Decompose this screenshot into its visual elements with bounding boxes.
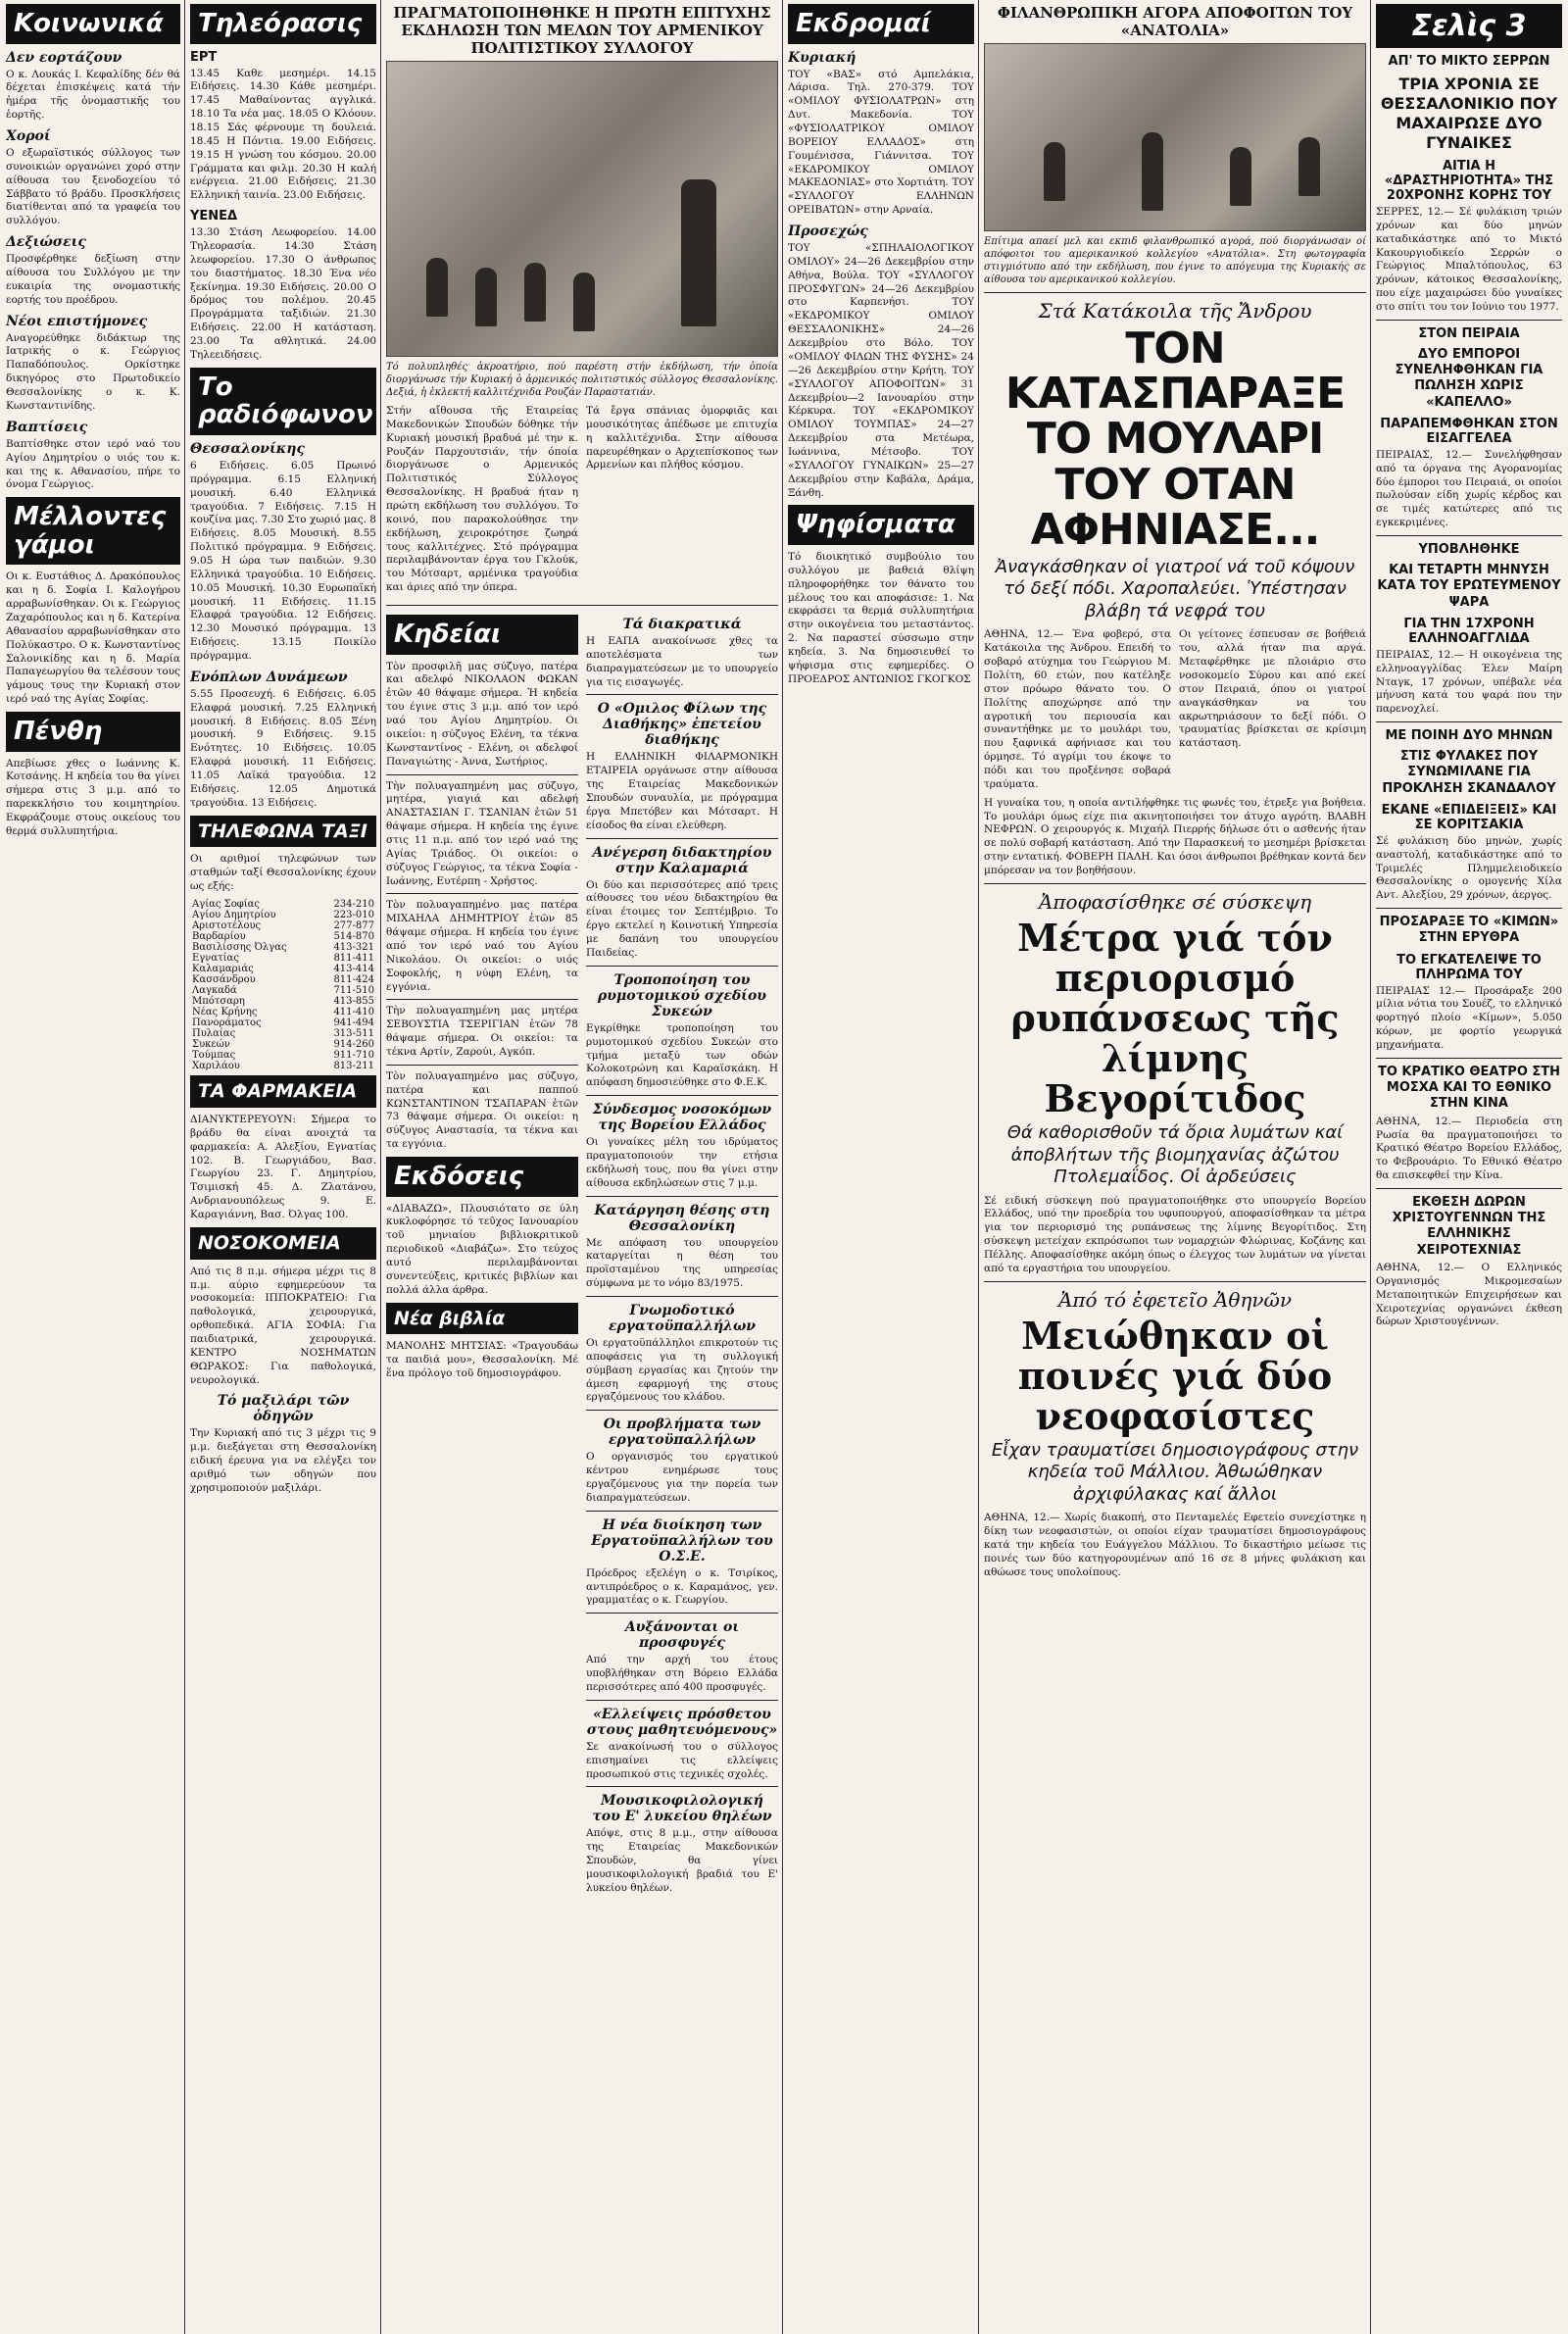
paragraph: Ο οργανισμός του εργατικού κέντρου ενημέρωσε τους εργαζόμενους για την πορεία των διαπραγματεύσεων. xyxy=(586,1451,778,1504)
article-headline: ΔΥΟ ΕΜΠΟΡΟΙ ΣΥΝΕΛΗΦΘΗΚΑΝ ΓΙΑ ΠΩΛΗΣΗ ΧΩΡΙΣ «ΚΑΠΕΛΛΟ» xyxy=(1395,346,1544,410)
section-header-pharmacies: ΤΑ ΦΑΡΜΑΚΕΙΑ xyxy=(190,1075,376,1108)
taxi-phone-number: 277-877 xyxy=(333,920,374,932)
paragraph: ΑΘΗΝΑ, 12.— Χωρίς διακοπή, στο Πενταμελές Εφετείο συνεχίστηκε η δίκη των νεοφασιστών, οι οποίοι είχαν τραυματίσει δημοσιογράφους κατά την κηδεία του Ευάγγελου Μάλλιου. Το δικαστήριο μείωσε τις ποινές των δύο κατηγορουμένων από 16 σε 8 μήνες φυλάκιση και αθώωσε τους υπολοίπους. xyxy=(984,1512,1366,1578)
subhead: Τροποποίηση του ρυμοτομικού σχεδίου Συκεών xyxy=(597,971,766,1019)
paragraph: «ΔΙΑΒΑΖΩ», Πλουσιότατο σε ύλη κυκλοφόρησε τό τεῦχος Ιανουαρίου τοῦ μηνιαίου βιβλιοκριτικοῦ περιοδικοῦ «Διαβάζω». Στο τεύχος αυτό περιλαμβάνονται συνεντεύξεις, κριτικές βιβλίων και πολλά άλλα άρθρα. xyxy=(386,1202,578,1296)
taxi-phone-number: 811-424 xyxy=(333,974,374,986)
taxi-station-name: Νέας Κρήνης xyxy=(192,1007,258,1018)
subhead: ΕΚΑΝΕ «ΕΠΙΔΕΙΞΕΙΣ» ΚΑΙ ΣΕ ΚΟΡΙΤΣΑΚΙΑ xyxy=(1381,802,1557,832)
taxi-phone-row xyxy=(190,1050,376,1061)
funeral-notice: Τὴν πολυαγαπημένη μας σύζυγο, μητέρα, γιαγιά και αδελφή ΑΝΑΣΤΑΣΙΑΝ Γ. ΤΣΑΝΙΑΝ ἐτῶν 51 θάψαμε σήμερα. Η κηδεία της έγινε στις 11 π.μ. από τον ιερό ναό της Αγίας Τριάδος. Οι οικείοι: ο σύζυγος Γεώργιος, τα τέκνα Σοφία - Ιωάννης, Ευτέρπη - Χρήστος. xyxy=(386,779,578,887)
subhead: Κατάργηση θέσης στη Θεσσαλονίκη xyxy=(594,1202,770,1234)
paragraph: ΤΟΥ «ΣΠΗΛΑΙΟΛΟΓΙΚΟΥ ΟΜΙΛΟΥ» 24—26 Δεκεμβρίου στην Αθήνα, Βούλα. ΤΟΥ «ΣΥΛΛΟΓΟΥ ΠΡΟΣΦΥΓΩΝ» 24—26 Δεκεμβρίου στο Καρπενήσι. ΤΟΥ «ΕΚΔΡΟΜΙΚΟΥ ΟΜΙΛΟΥ ΘΕΣΣΑΛΟΝΙΚΗΣ» 24—26 Δεκεμβρίου στο Βόλο. ΤΟΥ «ΟΜΙΛΟΥ ΦΙΛΩΝ ΤΗΣ ΦΥΣΗΣ» 24—26 Δεκεμβρίου στην Κρήτη. ΤΟΥ «ΣΥΛΛΟΓΟΥ ΑΠΟΦΟΙΤΩΝ» 31 Δεκεμβρίου—2 Ιανουαρίου στην Κέρκυρα. ΤΟΥ «ΕΚΔΡΟΜΙΚΟΥ ΟΜΙΛΟΥ ΤΟΥΜΠΑΣ» 24—27 Δεκεμβρίου στα Μετέωρα, Ιωάννινα, Μέτσοβο. ΤΟΥ «ΣΥΛΛΟΓΟΥ ΓΥΝΑΙΚΩΝ» 25—27 Δεκεμβρίου στην Καβάλα, Δράμα, Ξάνθη. xyxy=(788,242,974,499)
column-tv-radio xyxy=(190,0,376,2334)
taxi-phone-row xyxy=(190,899,376,910)
paragraph: ΑΘΗΝΑ, 12.— Ο Ελληνικός Οργανισμός Μικρομεσαίων Μεταποιητικών Επιχειρήσεων και Χειροτεχνίας οργανώνει έκθεση δώρων Χριστουγέννων. xyxy=(1376,1261,1562,1328)
paragraph: Ο κ. Λουκάς Ι. Κεφαλίδης δέν θά δέχεται ἐπισκέψεις κατά τήν ἡμέρα τῆς ὀνομαστικῆς του ἑορτῆς. xyxy=(6,68,180,122)
paragraph: Οι γείτονες έσπευσαν σε βοήθειά του, αλλά ήταν πια αργά. Μεταφέρθηκε με πλοιάριο στο νοσοκομείο Σύρου και από εκεί στον Πειραιά, όπου οι γιατροί αναγκάσθηκαν να του ακρωτηριάσουν το δεξί πόδι. Ο τραυματίας βρίσκεται σε κρίσιμη κατάσταση. xyxy=(1179,628,1366,750)
section-header-publications: Εκδόσεις xyxy=(386,1157,578,1197)
subhead: Βαπτίσεις xyxy=(6,419,88,435)
funeral-notice: Τὸν πολυαγαπημένο μας σύζυγο, πατέρα και παππού ΚΩΝΣΤΑΝΤΙΝΟΝ ΤΣΑΠΑΡΑΝ ἐτῶν 73 θάψαμε σήμερα. Οι οικείοι: η σύζυγος Αναστασία, τα τέκνα και τα εγγόνια. xyxy=(386,1069,578,1151)
paragraph: Βαπτίσθηκε στον ιερό ναό του Αγίου Δημητρίου ο υιός του κ. και της κ. Αθανασίου, πήρε το όνομα Γεώργιος. xyxy=(6,437,180,491)
subhead: Κυριακή xyxy=(788,49,857,66)
taxi-station-name: Τούμπας xyxy=(192,1050,236,1062)
taxi-station-name: Βαρδαρίου xyxy=(192,931,246,943)
section-header-mourning: Πένθη xyxy=(6,712,180,752)
paragraph: Οι κ. Ευστάθιος Δ. Δρακόπουλος και η δ. Σοφία Ι. Καλογήρου αρραβωνίσθηκαν. Οι κ. Γεώργιος Ζαχαρόπουλος και η δ. Κατερίνα Αθανασίου αρραβωνίσθηκαν στο Πολύκαστρο. Ο κ. Κωνσταντίνος Σαλονικίδης και η δ. Μαρία Παπαγεωργίου θα τελέσουν τους γάμους τους την Κυριακή στον ιερό ναό της Αγίας Σοφίας. xyxy=(6,571,180,706)
subhead: Αυξάνονται οι προσφυγές xyxy=(624,1619,740,1652)
subhead: ΑΙΤΙΑ Η «ΔΡΑΣΤΗΡΙΟΤΗΤΑ» ΤΗΣ 20ΧΡΟΝΗΣ ΚΟΡΗΣ ΤΟΥ xyxy=(1384,159,1554,203)
column-divider xyxy=(184,0,185,2334)
taxi-station-name: Συκεών xyxy=(192,1039,230,1051)
paragraph: ΔΙΑΝΥΚΤΕΡΕΥΟΥΝ: Σήμερα το βράδυ θα είναι ανοιχτά τα φαρμακεία: Α. Αλεξίου, Εγνατίας 102. Β. Γεωργιάδου, Βασ. Γεωργίου 23. Γ. Δημητρίου, Τσιμισκή 45. Δ. Ζλατάνου, Ανδριανουπόλεως 9. Ε. Καραγιάννη, Βασ. Όλγας 100. xyxy=(190,1113,376,1220)
taxi-station-name: Μπότσαρη xyxy=(192,996,245,1008)
subhead: ΕΡΤ xyxy=(190,49,218,65)
taxi-phone-number: 413-414 xyxy=(333,964,374,975)
article-headline: Μειώθηκαν οἱ ποινές γιά δύο νεοφασίστες xyxy=(1017,1313,1333,1438)
article-headline: ΠΡΟΣΑΡΑΞΕ ΤΟ «ΚΙΜΩΝ» ΣΤΗΝ ΕΡΥΘΡΑ xyxy=(1379,915,1559,946)
article-deck: Ἀναγκάσθηκαν οἱ γιατροί νά τοῦ κόψουν τό δεξί πόδι. Χαροπαλεύει. Ὑπέστησαν βλάβη τά νεφρά του xyxy=(995,556,1355,621)
taxi-station-name: Αγίας Σοφίας xyxy=(192,899,261,911)
paragraph: 6 Ειδήσεις. 6.05 Πρωινό πρόγραμμα. 6.15 Ελληνική μουσική. 6.40 Ελληνικά τραγούδια. 7 Ειδήσεις. 7.15 Η κουζίνα μας. 7.30 Στο χωριό μας. 8 Ειδήσεις. 8.05 Μουσική. 8.55 Πολιτικό πρόγραμμα. 9 Ειδήσεις. 9.05 Η ώρα των παιδιών. 9.30 Ελληνικά τραγούδια. 10 Ειδήσεις. 10.05 Μουσική. 10.30 Ευρωπαϊκή μουσική. 11 Ειδήσεις. 11.15 Ελαφρά τραγούδια. 12 Ειδήσεις. 12.30 Μουσικό πρόγραμμα. 13 Ειδήσεις. 13.15 Ποικίλο πρόγραμμα. xyxy=(190,459,376,662)
taxi-phone-number: 411-410 xyxy=(333,1007,374,1018)
photo-caption: Επίτιμα απαεί μελ και εκπιδ φιλανθρωπικό αγορά, πού διοργάνωσαν οί απόφοιτοι του αμερικανικού κολλεγίου «Ανατόλια». Στη φωτογραφία στιγμιότυπο από την εκδήλωση, που έγινε το απόγευμα της Κυριακής σε αίθουσα του αμερικανικού κολλεγίου. xyxy=(984,236,1366,285)
taxi-station-name: Χαριλάου xyxy=(192,1061,240,1072)
paragraph: Η ΕΑΠΑ ανακοίνωσε χθες τα αποτελέσματα των διαπραγματεύσεων με το υπουργείο για τις εισαγωγές. xyxy=(586,635,778,688)
paragraph: Η ΕΛΛΗΝΙΚΗ ΦΙΛΑΡΜΟΝΙΚΗ ΕΤΑΙΡΕΙΑ οργάνωσε στην αίθουσα της Εταιρείας Μακεδονικών Σπουδών συναυλία, με πρόγραμμα έργα Μπετόβεν και Μότσαρτ. Η είσοδος θα είναι ελεύθερη. xyxy=(586,751,778,831)
section-header-social: Κοινωνικά xyxy=(6,4,180,44)
taxi-phone-row xyxy=(190,964,376,974)
taxi-phone-row xyxy=(190,920,376,931)
subhead: Δεν εορτάζουν xyxy=(6,49,122,66)
taxi-phone-number: 941-494 xyxy=(333,1018,374,1029)
taxi-station-name: Πυλαίας xyxy=(192,1028,236,1040)
subhead: Προσεχώς xyxy=(788,223,868,240)
paragraph: Οι εργατοϋπάλληλοι επικροτούν τις αποφάσεις για τη συλλογική σύμβαση εργασίας και ζητούν την άμεση εφαρμογή της στους εργαζόμενους του κλάδου. xyxy=(586,1336,778,1404)
taxi-phone-row xyxy=(190,1039,376,1050)
taxi-station-name: Εγνατίας xyxy=(192,953,239,965)
taxi-station-name: Κασσάνδρου xyxy=(192,974,256,986)
subhead: ΣΤΟΝ ΠΕΙΡΑΙΑ xyxy=(1418,325,1520,341)
section-header-tv: Τηλεόρασις xyxy=(190,4,376,44)
paragraph: Η γυναίκα του, η οποία αντιλήφθηκε τις φωνές του, έτρεξε για βοήθεια. Το μουλάρι όμως είχε πια ακινητοποιήσει τον άτυχο αγρότη. ΒΛΑΒΗ ΝΕΦΡΩΝ. Ο χειρουργός κ. Μιχαήλ Πιερρής δήλωσε ότι ο ασθενής ήταν σε πολύ σοβαρή κατάσταση. Από την Παρασκευή το μεσημέρι βρίσκεται στην εντατική. ΦΟΒΕΡΗ ΠΑΛΗ. Και όσοι άνθρωποι βρέθηκαν κοντά δεν μπόρεσαν να τον βοηθήσουν. xyxy=(984,796,1366,877)
taxi-phone-row xyxy=(190,985,376,996)
subhead: Ο «Ομιλος Φίλων της Διαθήκης» ἐπετείου διαθήκης xyxy=(597,701,767,749)
paragraph: Οι δύο και περισσότερες από τρεις αίθουσες του νέου διδακτηρίου θα είναι έτοιμες τον Σεπτέμβριο. Το έργο εκτελεί η Κοινοτική Υπηρεσία με δαπάνη του υπουργείου Παιδείας. xyxy=(586,878,778,959)
paragraph: Οι γυναίκες μέλη του ιδρύματος πραγματοποιούν την ετήσια εκδήλωσή τους, που θα γίνει στην αίθουσα εκδηλώσεων στις 7 μ.μ. xyxy=(586,1136,778,1189)
article-headline: ΣΤΙΣ ΦΥΛΑΚΕΣ ΠΟΥ ΣΥΝΩΜΙΛΑΝΕ ΓΙΑ ΠΡΟΚΛΗΣΗ ΣΚΑΝΔΑΛΟΥ xyxy=(1382,749,1556,796)
subhead: ΠΑΡΑΠΕΜΦΘΗΚΑΝ ΣΤΟΝ ΕΙΣΑΓΓΕΛΕΑ xyxy=(1380,416,1558,446)
taxi-station-name: Αριστοτέλους xyxy=(192,920,262,932)
column-main-news xyxy=(984,0,1366,2334)
taxi-phone-row xyxy=(190,1018,376,1028)
subhead: ΤΟ ΕΓΚΑΤΕΛΕΙΨΕ ΤΟ ΠΛΗΡΩΜΑ ΤΟΥ xyxy=(1396,952,1542,982)
section-header-resolutions: Ψηφίσματα xyxy=(788,505,974,545)
article-headline: ΤΟ ΚΡΑΤΙΚΟ ΘΕΑΤΡΟ ΣΤΗ ΜΟΣΧΑ ΚΑΙ ΤΟ ΕΘΝΙΚΟ ΣΤΗΝ ΚΙΝΑ xyxy=(1377,1064,1561,1112)
taxi-phone-number: 813-211 xyxy=(333,1061,374,1072)
column-divider xyxy=(978,0,979,2334)
taxi-phone-number: 223-010 xyxy=(333,910,374,921)
paragraph: ΤΟΥ «ΒΑΣ» στό Αμπελάκια, Λάρισα. Τηλ. 270-379. ΤΟΥ «ΟΜΙΛΟΥ ΦΥΣΙΟΛΑΤΡΩΝ» στη Δυτ. Μακεδονία. ΤΟΥ «ΦΥΣΙΟΛΑΤΡΙΚΟΥ ΟΜΙΛΟΥ ΒΟΡΕΙΟΥ ΕΛΛΑΔΟΣ» στη Γουμένισσα, Γιάννιτσα. ΤΟΥ «ΕΚΔΡΟΜΙΚΟΥ ΟΜΙΛΟΥ ΜΑΚΕΔΟΝΙΑΣ» στο Χορτιάτη. ΤΟΥ «ΣΥΛΛΟΓΟΥ ΕΛΛΗΝΩΝ ΟΡΕΙΒΑΤΩΝ» στην Αρναία. xyxy=(788,68,974,217)
paragraph: Τά ἔργα σπάνιας ὀμορφιᾶς και μουσικότητας ἀπέδωσε με επιτυχία η καλλιτέχνιδα. Στην αίθουσα παρευρέθηκαν ο Αρχιεπίσκοπος των Αρμενίων και πλήθος κόσμου. xyxy=(586,405,778,472)
column-social xyxy=(6,0,180,2334)
subhead: Μουσικοφιλολογική του Ε' λυκείου θηλέων xyxy=(592,1793,772,1825)
taxi-phone-row xyxy=(190,942,376,953)
page-number-header: Σελὶς 3 xyxy=(1376,4,1562,48)
subhead: Η νέα διοίκηση των Εργατοϋπαλλήλων του Ο.Σ.Ε. xyxy=(591,1516,773,1564)
subhead: ΥΕΝΕΔ xyxy=(190,209,238,224)
taxi-station-name: Λαγκαδά xyxy=(192,985,237,997)
article-headline: ΚΑΙ ΤΕΤΑΡΤΗ ΜΗΝΥΣΗ ΚΑΤΑ ΤΟΥ ΕΡΩΤΕΥΜΕΝΟΥ ΨΑΡΑ xyxy=(1377,563,1561,610)
paragraph: Από τις 8 π.μ. σήμερα μέχρι τις 8 π.μ. αύριο εφημερεύουν τα νοσοκομεία: ΙΠΠΟΚΡΑΤΕΙΟ: Για παθολογικά, χειρουργικά, ορθοπεδικά. ΑΓΙΑ ΣΟΦΙΑ: Για παιδιατρικά, χειρουργικά. ΚΕΝΤΡΟ ΝΟΣΗΜΑΤΩΝ ΘΩΡΑΚΟΣ: Για παθολογικά, νευρολογικά. xyxy=(190,1265,376,1386)
subhead: Ανέγερση διδακτηρίου στην Καλαμαριά xyxy=(592,844,772,876)
taxi-phone-row xyxy=(190,974,376,985)
paragraph: Εγκρίθηκε τροποποίηση του ρυμοτομικού σχεδίου Συκεών στο τμήμα μεταξύ των οδών Κολοκοτρώνη και Καραϊσκάκη. Η απόφαση δημοσιεύθηκε στο Φ.Ε.Κ. xyxy=(586,1021,778,1089)
concert-photo xyxy=(386,61,778,357)
article-headline: ΕΚΘΕΣΗ ΔΩΡΩΝ ΧΡΙΣΤΟΥΓΕΝΝΩΝ ΤΗΣ ΕΛΛΗΝΙΚΗΣ ΧΕΙΡΟΤΕΧΝΙΑΣ xyxy=(1392,1194,1546,1258)
subhead: Δεξιώσεις xyxy=(6,234,86,251)
taxi-phone-row xyxy=(190,1028,376,1039)
column-armenian-funerals xyxy=(386,0,778,2334)
paragraph: Απεβίωσε χθες ο Ιωάννης Κ. Κοτσάνης. Η κηδεία του θα γίνει σήμερα στις 3 μ.μ. από το παρεκκλήσιο του κοιμητηρίου. Εκφράζουμε στους οικείους του θερμά συλλυπητήρια. xyxy=(6,757,180,837)
paragraph: 13.45 Καθε μεσημέρι. 14.15 Ειδήσεις. 14.30 Κάθε μεσημέρι. 17.45 Μαθαίνοντας αγγλικά. 18.10 Τα νέα μας. 18.05 Ο Κλόουν. 18.15 Σάς φέρνουμε τη δουλειά. 18.45 Η Πόντια. 19.00 Ειδήσεις. 19.15 Η γνώση του κόσμου. 20.00 Γράμματα και φιλμ. 20.30 Η καλή ενέργεια. 21.00 Ειδήσεις. 21.30 Ελληνική ταινία. 23.00 Ειδήσεις. xyxy=(190,67,376,202)
paragraph: ΣΕΡΡΕΣ, 12.— Σέ φυλάκιση τριών χρόνων και δύο μηνών καταδικάστηκε από το Μικτό Κακουργιοδικείο Σερρών ο Γεώργιος Μπαλτόπουλος, 63 χρόνων, κάτοικος Θεσσαλονίκης, που είχε μαχαιρώσει δύο γυναίκες στο σπίτι του τον Ιούνιο του 1977. xyxy=(1376,206,1562,314)
article-kicker: Ἀπό τό ἐφετεῖο Ἀθηνῶν xyxy=(1057,1287,1293,1312)
article-headline: ΠΡΑΓΜΑΤΟΠΟΙΗΘΗΚΕ Η ΠΡΩΤΗ ΕΠΙΤΥΧΗΣ ΕΚΔΗΛΩΣΗ ΤΩΝ ΜΕΛΩΝ ΤΟΥ ΑΡΜΕΝΙΚΟΥ ΠΟΛΙΤΙΣΤΙΚΟΥ ΣΥΛΛΟΓΟΥ xyxy=(393,4,771,57)
article-deck: Εἶχαν τραυματίσει δημοσιογράφους στην κηδεία τοῦ Μάλλιου. Ἀθωώθηκαν ἀρχιφύλακας καί ἄλλοι xyxy=(991,1439,1359,1505)
taxi-phone-row xyxy=(190,1007,376,1018)
paragraph: ΑΘΗΝΑ, 12.— Περιοδεία στη Ρωσία θα πραγματοποιήσει το Κρατικό Θέατρο Βορείου Ελλάδος, το Φεβρουάριο. Το Εθνικό Θέατρο θα επισκεφθεί την Κίνα. xyxy=(1376,1115,1562,1182)
taxi-phone-number: 413-321 xyxy=(333,942,374,954)
taxi-station-name: Αγίου Δημητρίου xyxy=(192,910,276,921)
taxi-station-name: Βασιλίσσης Όλγας xyxy=(192,942,287,954)
taxi-phone-number: 313-511 xyxy=(333,1028,374,1040)
paragraph: Ο εξωραϊστικός σύλλογος των συνοικιών οργανώνει χορό στην αίθουσα του ξενοδοχείου τό Σάββατο τό βράδυ. Προσκλήσεις διατίθενται από τα γραφεία του συλλόγου. xyxy=(6,147,180,227)
taxi-phone-number: 413-855 xyxy=(333,996,374,1008)
subhead: Σύνδεσμος νοσοκόμων της Βορείου Ελλάδος xyxy=(592,1102,772,1134)
paragraph: ΑΘΗΝΑ, 12.— Ένα φοβερό, στα Κατάκοιλα της Άνδρου. Επειδή το σοβαρό ατύχημα του Γεώργιου Μ. Πολίτη, 60 ετών, που κατέληξε στον πρόωρο θάνατο του. Ο Πολίτης αποχώρησε από την αγροτική του περιουσία και συναντήθηκε με το μουλάρι του, που ξαφνικά αφήνιασε και του όρμησε. Τό αγρίμι του έκοψε το πόδι και του προξένησε σοβαρά τραύματα. xyxy=(984,628,1171,790)
paragraph: Πρόεδρος εξελέγη ο κ. Τσιρίκος, αντιπρόεδρος ο κ. Καραμάνος, γεν. γραμματέας ο κ. Γεωργίου. xyxy=(586,1566,778,1607)
subhead: ΜΕ ΠΟΙΝΗ ΔΥΟ ΜΗΝΩΝ xyxy=(1385,728,1553,744)
subhead: ΑΠ' ΤΟ ΜΙΚΤΟ ΣΕΡΡΩΝ xyxy=(1388,54,1550,69)
taxi-phone-number: 811-411 xyxy=(333,953,374,965)
section-header-new-books: Νέα βιβλία xyxy=(386,1303,578,1335)
article-kicker: Ἀποφασίσθηκε σέ σύσκεψη xyxy=(1038,889,1312,914)
taxi-phone-row xyxy=(190,953,376,964)
column-divider xyxy=(782,0,783,2334)
taxi-phone-row xyxy=(190,1061,376,1071)
paragraph: 5.55 Προσευχή. 6 Ειδήσεις. 6.05 Ελαφρά μουσική. 7.25 Ελληνική μουσική. 8 Ειδήσεις. 8.05 Ξένη μουσική. 9 Ειδήσεις. 9.15 Ενότητες. 10 Ειδήσεις. 10.05 Ελαφρά μουσική. 11 Ειδήσεις. 11.05 Λαϊκά τραγούδια. 12 Ειδήσεις. 12.05 Δημοτικά τραγούδια. 13 Ειδήσεις. xyxy=(190,687,376,809)
taxi-phone-number: 514-870 xyxy=(333,931,374,943)
paragraph: ΠΕΙΡΑΙΑΣ, 12.— Συνελήφθησαν από τα όργανα της Αγορανομίας δύο έμποροι του Πειραιά, οι οποίοι πωλούσαν είδη χωρίς κέρδος και σε τιμές κατώτερες από τις εγκεκριμένες. xyxy=(1376,448,1562,529)
taxi-station-name: Πανοράματος xyxy=(192,1018,262,1029)
paragraph: ΠΕΙΡΑΙΑΣ, 12.— Η οικογένεια της ελληνοαγγλίδας Έλεν Μαίρη Νταγκ, 17 χρόνων, υπέβαλε νέα μήνυση κατά του ψαρά που την παρενοχλεί. xyxy=(1376,648,1562,716)
article-headline: ΤΡΙΑ ΧΡΟΝΙΑ ΣΕ ΘΕΣΣΑΛΟΝΙΚΙΟ ΠΟΥ ΜΑΧΑΙΡΩΣΕ ΔΥΟ ΓΥΝΑΙΚΕΣ xyxy=(1380,74,1558,152)
subhead: Τό μαξιλάρι τῶν ὁδηγῶν xyxy=(217,1393,350,1425)
subhead: Οι προβλήματα των εργατοϋπαλλήλων xyxy=(603,1416,761,1449)
taxi-phone-number: 911-710 xyxy=(333,1050,374,1062)
subhead: Νέοι επιστήμονες xyxy=(6,313,148,329)
section-header-excursions: Εκδρομαί xyxy=(788,4,974,44)
photo-caption: Τό πολυπληθές ἀκροατήριο, πού παρέστη στήν ἐκδήλωση, τήν ὁποία διοργάνωσε τήν Κυριακή ὁ ἀρμενικός πολιτιστικός σύλλογος Θεσσαλονίκης. Δεξιά, ἡ ἐκλεκτή καλλιτέχνιδα Ρουζάν Παραστατιάν. xyxy=(386,362,778,398)
column-excursions xyxy=(788,0,974,2334)
subhead: ΥΠΟΒΛΗΘΗΚΕ xyxy=(1418,542,1520,558)
article-kicker: Στά Κατάκοιλα τῆς Ἄνδρου xyxy=(1038,299,1312,323)
subhead: Γνωμοδοτικό εργατοϋπαλλήλων xyxy=(608,1302,756,1334)
paragraph: Απόψε, στις 8 μ.μ., στην αίθουσα της Εταιρείας Μακεδονικών Σπουδών, θα γίνει μουσικοφιλολογική βραδιά του Ε' λυκείου θηλέων. xyxy=(586,1827,778,1894)
subhead: Τά διακρατικά xyxy=(622,617,742,633)
taxi-station-name: Καλαμαριάς xyxy=(192,964,254,975)
paragraph: Με απόφαση του υπουργείου καταργείται η θέση του προϊσταμένου της υπηρεσίας σύμφωνα με το νόμο 83/1975. xyxy=(586,1236,778,1290)
subhead: ΓΙΑ ΤΗΝ 17ΧΡΟΝΗ ΕΛΛΗΝΟΑΓΓΛΙΔΑ xyxy=(1403,616,1535,646)
paragraph: Σέ φυλάκιση δύο μηνών, χωρίς αναστολή, καταδικάστηκε από το Τριμελές Πλημμελειοδικείο Θεσσαλονίκης ο ομογενής Χίλα Αντ. Αλεξίου, 29 χρόνων, άεργος. xyxy=(1376,834,1562,902)
taxi-phone-row xyxy=(190,910,376,920)
funeral-notice: Τὸν πολυαγαπημένο μας πατέρα ΜΙΧΑΗΛΑ ΔΗΜΗΤΡΙΟΥ ἐτῶν 85 θάψαμε σήμερα. Η κηδεία του έγινε από τον ιερό ναό του Αγίου Νικολάου. Οι οικείοι: ο υιός Σοφοκλής, η νύφη Ελένη, τα εγγόνια. xyxy=(386,899,578,993)
taxi-phone-row xyxy=(190,996,376,1007)
paragraph: ΠΕΙΡΑΙΑΣ 12.— Προσάραξε 200 μίλια νότια του Σουέζ, το ελληνικό φορτηγό πλοίο «Κίμων», 5.050 κόρων, με φορτίο γεωργικά μηχανήματα. xyxy=(1376,984,1562,1052)
paragraph: ΜΑΝΟΛΗΣ ΜΗΤΣΙΑΣ: «Τραγουδάω τα παιδιά μου», Θεσσαλονίκη. Μέ ἕνα πρόλογο τοῦ δημοσιογράφου. xyxy=(386,1340,578,1380)
section-header-weddings: Μέλλοντες γάμοι xyxy=(6,497,180,565)
paragraph: Τό διοικητικό συμβούλιο του συλλόγου με βαθειά θλίψη πληροφορήθηκε τον θάνατο του μέλους του και αποφάσισε: 1. Να εκφράσει τα θερμά συλλυπητήρια στην οικογένεια του μεταστάντος. 2. Να παραστεί σύσσωμο στην κηδεία. 3. Να δημοσιευθεί το ψήφισμα στις εφημερίδες. Ο ΠΡΟΕΔΡΟΣ ΑΝΤΩΝΙΟΣ ΓΚΟΓΚΟΣ xyxy=(788,550,974,685)
paragraph: Σε ανακοίνωσή του ο σύλλογος επισημαίνει τις ελλείψεις προσωπικού στις τεχνικές σχολές. xyxy=(586,1740,778,1780)
column-divider xyxy=(1370,0,1371,2334)
taxi-phone-row xyxy=(190,931,376,942)
paragraph: Από την αρχή του έτους υποβλήθηκαν στη Βόρειο Ελλάδα περισσότερες από 400 προσφυγές. xyxy=(586,1654,778,1693)
taxi-phone-number: 234-210 xyxy=(333,899,374,911)
charity-market-photo xyxy=(984,43,1366,231)
section-header-hospitals: ΝΟΣΟΚΟΜΕΙΑ xyxy=(190,1227,376,1260)
paragraph: Την Κυριακή από τις 3 μέχρι τις 9 μ.μ. διεξάγεται στη Θεσσαλονίκη ειδική έρευνα για να ελέγξει τον αριθμό των οδηγών που χρησιμοποιούν μαξιλάρι. xyxy=(190,1427,376,1494)
paragraph: Αναγορεύθηκε διδάκτωρ της Ιατρικής ο κ. Γεώργιος Παπαδόπουλος. Ορκίστηκε δικηγόρος στο Πρωτοδικείο Θεσσαλονίκης ο κ. Κ. Κωνσταντινίδης. xyxy=(6,331,180,412)
taxi-phone-number: 711-510 xyxy=(333,985,374,997)
section-header-taxi: ΤΗΛΕΦΩΝΑ ΤΑΞΙ xyxy=(190,816,376,848)
paragraph: Σέ ειδική σύσκεψη πού πραγματοποιήθηκε στο υπουργείο Βορείου Ελλάδος, υπό την προεδρία του υφυπουργού, αποφασίσθηκαν τα μέτρα για τον περιορισμό της ρυπάνσεως της λίμνης Βεγορίτιδος. Στη σύσκεψη μετείχαν εκπρόσωποι των νομαρχιών Φλώρινας, Κοζάνης και Πέλλης. Αποφασίσθηκε ακόμη όπως ο έλεγχος των λυμάτων να γίνεται από τα εργαστήρια του υπουργείου. xyxy=(984,1194,1366,1274)
subhead: «Ελλείψεις πρόσθετου στους μαθητευόμενους» xyxy=(586,1706,778,1738)
column-divider xyxy=(380,0,381,2334)
paragraph: 13.30 Στάση Λεωφορείου. 14.00 Τηλεορασία. 14.30 Στάση λεωφορείου. 17.30 Ο άνθρωπος του διαστήματος. 18.30 Ένα νέο ξεκίνημα. 19.30 Ειδήσεις. 20.00 Ο δρόμος του πολέμου. 20.45 Προγράμματα ταξιδιών. 21.30 Ειδήσεις. 22.00 Η κατάσταση. 23.00 Τα αθλητικά. 24.00 Τηλεειδήσεις. xyxy=(190,226,376,361)
article-headline: ΦΙΛΑΝΘΡΩΠΙΚΗ ΑΓΟΡΑ ΑΠΟΦΟΙΤΩΝ ΤΟΥ «ΑΝΑΤΟΛΙΑ» xyxy=(997,4,1353,39)
article-deck: Θά καθορισθοῦν τά ὅρια λυμάτων καί ἀποβλήτων τῆς βιομηχανίας ἀζώτου Πτολεμαΐδος. Οἱ ἀρδεύσεις xyxy=(1006,1122,1344,1188)
article-headline: ΤΟΝ ΚΑΤΑΣΠΑΡΑΞΕ ΤΟ ΜΟΥΛΑΡΙ ΤΟΥ ΟΤΑΝ ΑΦΗΝΙΑΣΕ... xyxy=(1004,323,1346,555)
subhead: Χοροί xyxy=(6,128,51,145)
subhead: Θεσσαλονίκης xyxy=(190,440,305,457)
subhead: Ενόπλων Δυνάμεων xyxy=(190,669,348,685)
taxi-phone-number: 914-260 xyxy=(333,1039,374,1051)
funeral-notice: Τὸν προσφιλῆ μας σύζυγο, πατέρα και αδελφό ΝΙΚΟΛΑΟΝ ΦΩΚΑΝ ἐτῶν 40 θάψαμε σήμερα. Ἡ κηδεία του έγινε στις 3 μ.μ. από τον ιερό ναό του Αγίου Δημητρίου. Οι οικείοι: η σύζυγος Ελένη, τα τέκνα Κωνσταντίνος - Ελένη, οι αδελφοί Παναγιώτης - Άννα, Σωτήριος. xyxy=(386,660,578,768)
article-headline: Μέτρα γιά τόν περιορισμό ρυπάνσεως τῆς λίμνης Βεγορίτιδος xyxy=(1010,915,1340,1121)
paragraph: Προσφέρθηκε δεξίωση στην αίθουσα του Συλλόγου με την ευκαιρία της ονομαστικής εορτής του προέδρου. xyxy=(6,253,180,306)
taxi-phone-table xyxy=(190,899,376,1071)
column-page3-briefs xyxy=(1376,0,1562,2334)
paragraph: Στήν αἴθουσα τῆς Εταιρείας Μακεδονικών Σπουδών δόθηκε τήν Κυριακή μουσική βραδυά μέ την κ. Ρουζάν Παρχουτσιάν, τήν όποία διοργάνωσε ο Αρμενικός Πολιτιστικός Σύλλογος Θεσσαλονίκης. Η βραδυά ήταν η πρώτη εκδήλωση του συλλόγου. Το κοινό, που παρακολούθησε την εκδήλωση, χειροκρότησε ζωηρά τους καλλιτέχνες. Στό πρόγραμμα περιλαμβάνονταν έργα του Γκλούκ, του Μότσαρτ, αρμένικα τραγούδια και άριες από την όπερα. xyxy=(386,405,578,594)
funeral-notice: Τὴν πολυαγαπημένη μας μητέρα ΣΕΒΟΥΣΤΙΑ ΤΣΕΡΙΓΙΑΝ ἐτῶν 78 θάψαμε σήμερα. Οι οικείοι: τα τέκνα Αρτίν, Ζαρούι, Αγκόπ. xyxy=(386,1005,578,1058)
section-header-radio: Το ραδιόφωνον xyxy=(190,368,376,435)
section-header-funerals: Κηδείαι xyxy=(386,615,578,655)
paragraph: Οι αριθμοί τηλεφώνων των σταθμών ταξί Θεσσαλονίκης έχουν ως εξής: xyxy=(190,853,376,893)
